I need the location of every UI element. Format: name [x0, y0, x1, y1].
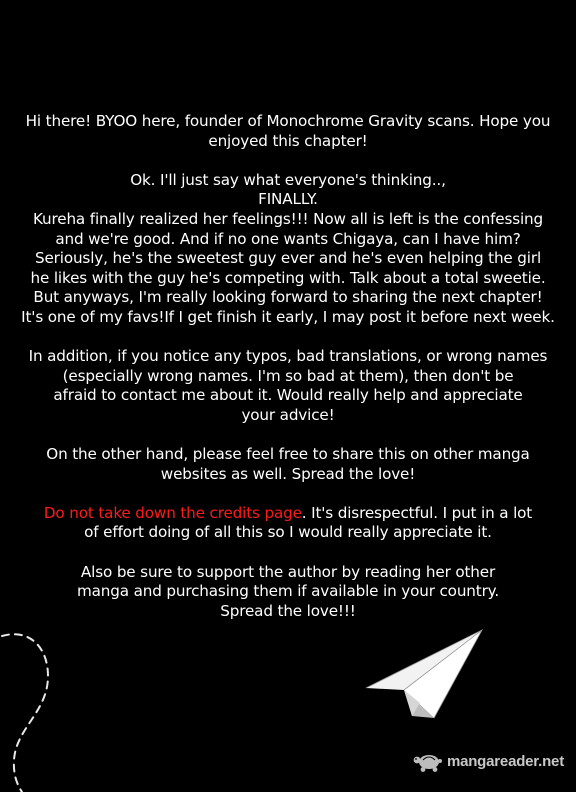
text-line: Also be sure to support the author by reading her other	[80, 562, 496, 581]
text-line: (especially wrong names. I'm so bad at them), then don't be	[62, 366, 514, 385]
text-line: websites as well. Spread the love!	[160, 464, 416, 483]
text-line: Spread the love!!!	[220, 601, 356, 620]
text-line: enjoyed this chapter!	[208, 131, 368, 150]
turtle-logo-icon	[413, 750, 443, 772]
text-line: your advice!	[241, 405, 335, 424]
text-line: On the other hand, please feel free to share this on other manga	[46, 445, 530, 464]
text-line: Seriously, he's the sweetest guy ever and he's even helping the girl	[34, 249, 542, 268]
text-line: Hi there! BYOO here, founder of Monochrome Gravity scans. Hope you	[25, 112, 551, 130]
text-line: manga and purchasing them if available in your country.	[76, 582, 500, 601]
watermark-text: mangareader.net	[446, 752, 564, 770]
text-line: and we're good. And if no one wants Chigaya, can I have him?	[55, 229, 521, 248]
paper-plane-icon	[366, 630, 482, 718]
text-line: afraid to contact me about it. Would really help and appreciate	[53, 386, 523, 405]
credits-warning-highlight: Do not take down the credits page	[43, 503, 302, 522]
credits-warning-rest: . It's disrespectful. I put in a lot	[301, 503, 533, 522]
text-line: But anyways, I'm really looking forward to sharing the next chapter!	[33, 288, 543, 307]
text-line: Kureha finally realized her feelings!!! Now all is left is the confessing	[32, 209, 544, 228]
text-line: It's one of my favs!If I get finish it early, I may post it before next week.	[21, 307, 555, 326]
watermark	[413, 748, 564, 774]
text-line: of effort doing of all this so I would really appreciate it.	[84, 523, 492, 542]
text-line: Ok. I'll just say what everyone's thinking..,	[130, 170, 446, 189]
dashed-flight-path	[2, 634, 48, 792]
text-line: In addition, if you notice any typos, bad translations, or wrong names	[28, 347, 548, 366]
text-line: FINALLY.	[258, 190, 318, 209]
text-line: he likes with the guy he's competing with. Talk about a total sweetie.	[30, 268, 546, 287]
